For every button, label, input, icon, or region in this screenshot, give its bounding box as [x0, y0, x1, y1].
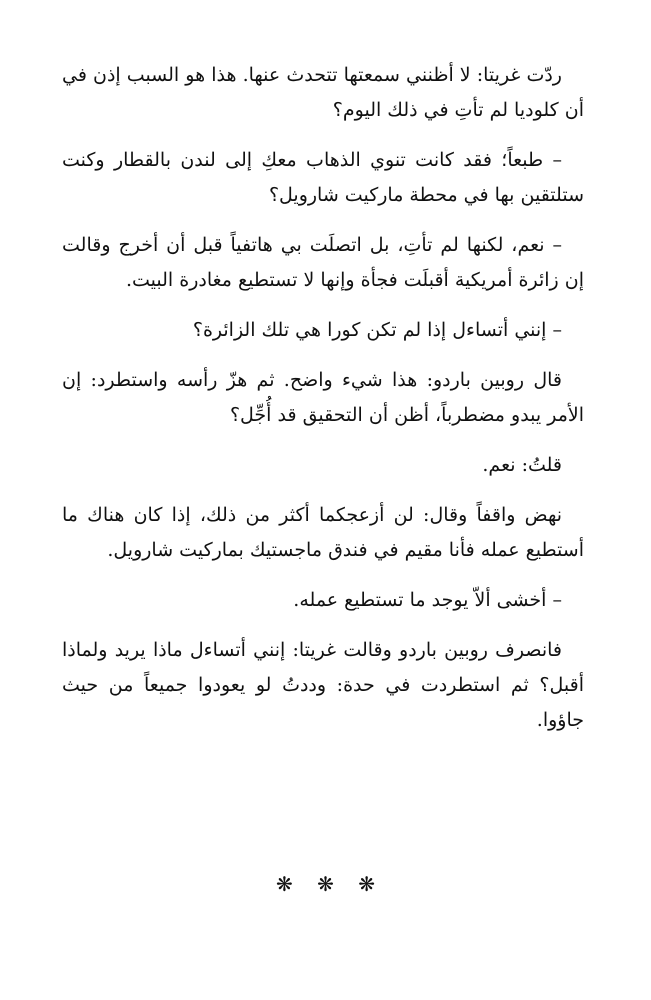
paragraph-2: – طبعاً؛ فقد كانت تنوي الذهاب معكِ إلى لندن بالقطار وكنت ستلتقين بها في محطة ماركيت شارويل؟	[62, 149, 584, 206]
asterism-icon: ❋	[358, 872, 375, 896]
paragraph-9: فانصرف روبين باردو وقالت غريتا: إنني أتساءل ماذا يريد ولماذا أقبل؟ ثم استطردت في حدة: وددتُ لو يعودوا جميعاً من حيث جاؤوا.	[62, 639, 584, 731]
paragraph-3: – نعم، لكنها لم تأتِ، بل اتصلَت بي هاتفياً قبل أن أخرج وقالت إن زائرة أمريكية أقبلَت فجأة وإنها لا تستطيع مغادرة البيت.	[62, 234, 584, 291]
book-page-text	[62, 58, 584, 753]
paragraph-6: قلتُ: نعم.	[482, 454, 562, 476]
paragraph-1: ردّت غريتا: لا أظنني سمعتها تتحدث عنها. هذا هو السبب إذن في أن كلوديا لم تأتِ في ذلك اليوم؟	[62, 64, 584, 121]
paragraph-7: نهض واقفاً وقال: لن أزعجكما أكثر من ذلك، إذا كان هناك ما أستطيع عمله فأنا مقيم في فندق ماجستيك بماركيت شارويل.	[62, 504, 584, 561]
paragraph-8: – أخشى ألاّ يوجد ما تستطيع عمله.	[293, 589, 562, 611]
paragraph-5: قال روبين باردو: هذا شيء واضح. ثم هزّ رأسه واستطرد: إن الأمر يبدو مضطرباً، أظن أن التحقيق قد أُجِّل؟	[62, 369, 584, 426]
asterism-icon: ❋	[317, 872, 334, 896]
section-separator	[0, 872, 651, 896]
asterism-icon: ❋	[275, 872, 293, 896]
paragraph-4: – إنني أتساءل إذا لم تكن كورا هي تلك الزائرة؟	[192, 319, 562, 341]
